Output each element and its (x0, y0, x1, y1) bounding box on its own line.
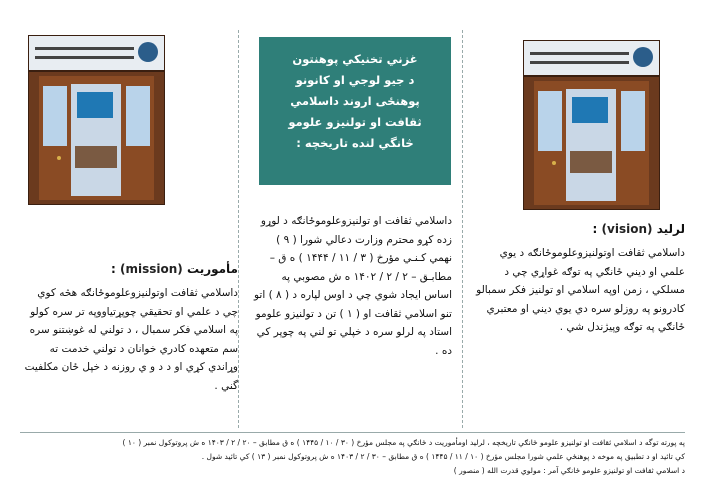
vision-colon: : (592, 222, 598, 236)
title-line: د جيو لوجي او كانونو (295, 73, 415, 87)
department-door-photo-right (523, 40, 660, 210)
mission-text: داسلامي ثقافت اوتولنيزوعلوموځانګه هڅه كوي چي د علمي او تحقيقي چوپړتياووپه تر سره كولو په اسلامي فكر سمبال ، د تولني له غوښتنو سره سم متعهده كادري خوانان د تولني خدمت ته وړاندي كړي او د د و ي روزنه د خپل ځان مكلفيت گني . (24, 287, 238, 392)
vision-text: داسلامي ثقافت اوتولنيزوعلوموځانګه د يوي علمي او ديني ځانګي په توګه غواړي چي د مسلكي ، زمن اوپه اسلامي او تولنيز فكر سمبالو كادرونو په روزلو سره دي يوي ديني او معتبري ځانګي په توګه وپيژندل شي . (476, 247, 685, 333)
mission-label: مأموريت (186, 262, 238, 276)
vision-label: لرليد (656, 222, 685, 236)
footer-line-3: د اسلامي ثقافت او تولنيزو علومو ځانګي آمر : مولوي قدرت الله ( منصور ) (453, 466, 685, 475)
title-line: څانگي لنده تاريخچه : (296, 136, 414, 150)
column-divider-left (238, 30, 239, 428)
mission-label-en: (mission) (120, 262, 183, 276)
vision-label-en: (vision) (601, 222, 653, 236)
history-title-box (259, 37, 451, 185)
mission-heading (24, 262, 238, 276)
footer-divider (20, 432, 685, 433)
mission-colon: : (111, 262, 116, 276)
vision-heading (475, 222, 685, 236)
history-text: داسلامي ثقافت او تولنيزوعلوموځانګه د لوړو زده كړو محترم وزارت دعالي شورا ( ۹ ) نهمي كـنـي مؤرخ ( ۳ / ۱۱ / ۱۴۴۴ ) ه ق – مطابـق – ۲ / ۲ / ۱۴۰۲ ه ش مصوبي په اساس ايجاد شوي چي د اوس لپاره د ( ۸ ) اتو تنو اسلامي ثقافت او ( ۱ ) تن د تولنيزو علومو استاد په لرلو سره د خپلي تو لني په چوپر كي ده . (253, 215, 452, 357)
title-line: غزني تخنيكي پوهنتون (292, 52, 418, 66)
title-line: پوهنځی اروند داسلامي (290, 94, 420, 108)
column-divider-right (462, 30, 463, 428)
footer-line-2: كي تائيد او د تطبيق په موخه د پوهنځي علمي شورا مجلس مؤرخ ( ۱۰ / ۱۱ / ۱۴۴۵ ) ه ق مطابق – ۳۰ / ۲ / ۱۴۰۳ ه ش پروتوكول نمبر ( ۱۳ ) كي تائيد شول . (201, 452, 685, 461)
department-door-photo-left (28, 35, 165, 205)
footer-line-1: په پورته توگه د اسلامي ثقافت او تولنيزو علومو ځانګي تاريخچه ، لرليد اومأموريت د ځانګي په مجلس مؤرخ ( ۳۰ / ۱۰ / ۱۴۴۵ ) ه ق مطابق – ۲۰ / ۲ / ۱۴۰۳ ه ش پروتوكول نمبر ( ۱۰ ) (122, 438, 685, 447)
title-line: ثقافت او تولنيزو علومو (288, 115, 422, 129)
